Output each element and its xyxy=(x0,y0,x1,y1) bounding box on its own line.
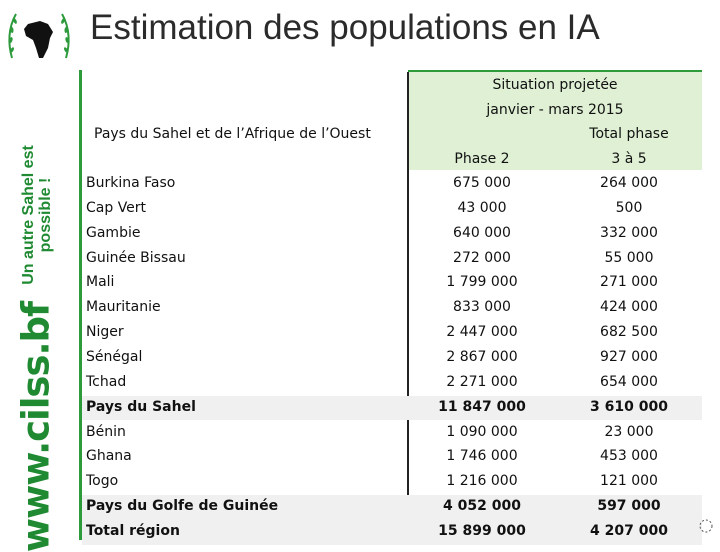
country-name: Gambie xyxy=(86,224,141,241)
website-url: www.cilss.bf xyxy=(14,301,58,552)
phase2-value: 1 746 000 xyxy=(446,448,518,465)
slogan-line2: possible ! xyxy=(37,177,54,253)
phase35-value: 654 000 xyxy=(600,373,658,390)
table-row xyxy=(82,271,702,296)
table-row xyxy=(82,470,702,495)
country-column-header: Pays du Sahel et de l’Afrique de l’Ouest xyxy=(94,126,371,142)
total-phase-header-line2: 3 à 5 xyxy=(611,151,647,167)
table-row xyxy=(82,346,702,371)
total-phase-header-line1: Total phase xyxy=(589,126,669,142)
slogan-line1: Un autre Sahel est xyxy=(20,145,37,285)
phase35-value: 55 000 xyxy=(604,249,654,266)
country-name: Total région xyxy=(86,522,180,539)
table-row xyxy=(82,445,702,470)
phase2-value: 2 867 000 xyxy=(446,348,518,365)
country-name: Cap Vert xyxy=(86,199,147,216)
country-name: Burkina Faso xyxy=(86,175,176,191)
situation-period: janvier - mars 2015 xyxy=(486,102,624,118)
header-top-line xyxy=(408,70,702,72)
phase2-value: 15 899 000 xyxy=(438,522,526,539)
phase35-value: 23 000 xyxy=(604,423,654,440)
country-name: Pays du Sahel xyxy=(86,398,196,415)
table-row xyxy=(82,247,702,272)
country-name: Mali xyxy=(86,274,115,291)
country-name: Sénégal xyxy=(86,348,143,365)
country-name: Togo xyxy=(86,473,119,490)
phase35-value: 3 610 000 xyxy=(590,398,668,415)
cilss-logo xyxy=(6,4,72,66)
phase35-value: 500 xyxy=(615,199,643,216)
phase35-value: 121 000 xyxy=(600,473,658,490)
table-row xyxy=(82,321,702,346)
phase35-value: 927 000 xyxy=(600,348,658,365)
phase2-value: 1 216 000 xyxy=(446,473,518,490)
phase2-value: 1 090 000 xyxy=(446,423,518,440)
country-name: Tchad xyxy=(86,373,127,390)
page-title: Estimation des populations en IA xyxy=(90,8,600,47)
phase35-value: 424 000 xyxy=(600,299,658,316)
phase2-value: 640 000 xyxy=(453,224,511,241)
country-name: Bénin xyxy=(86,423,126,440)
table-row xyxy=(82,520,702,545)
country-name: Mauritanie xyxy=(86,299,161,316)
phase35-value: 453 000 xyxy=(600,448,658,465)
corner-decoration-icon xyxy=(698,518,714,534)
table-row xyxy=(82,172,702,197)
phase2-header: Phase 2 xyxy=(454,151,510,167)
phase35-value: 332 000 xyxy=(600,224,658,241)
table-row xyxy=(82,197,702,222)
phase2-value: 1 799 000 xyxy=(446,274,518,291)
phase2-value: 675 000 xyxy=(453,175,511,191)
phase35-value: 271 000 xyxy=(600,274,658,291)
table-row xyxy=(82,371,702,396)
phase2-value: 11 847 000 xyxy=(438,398,526,415)
sidebar xyxy=(0,0,76,552)
phase2-value: 2 447 000 xyxy=(446,324,518,341)
country-name: Guinée Bissau xyxy=(86,249,186,266)
phase35-value: 682 500 xyxy=(600,324,658,341)
country-name: Ghana xyxy=(86,448,132,465)
population-table xyxy=(82,72,702,540)
phase2-value: 833 000 xyxy=(453,299,511,316)
table-row xyxy=(82,222,702,247)
country-name: Pays du Golfe de Guinée xyxy=(86,498,279,515)
country-name: Niger xyxy=(86,324,124,341)
phase35-value: 264 000 xyxy=(600,175,658,191)
table-row xyxy=(82,396,702,421)
table-row xyxy=(82,421,702,446)
situation-title: Situation projetée xyxy=(492,77,618,93)
phase2-value: 2 271 000 xyxy=(446,373,518,390)
slogan-text xyxy=(20,145,54,285)
phase2-value: 43 000 xyxy=(457,199,507,216)
table-row xyxy=(82,296,702,321)
phase2-value: 4 052 000 xyxy=(443,498,521,515)
phase2-value: 272 000 xyxy=(453,249,511,266)
phase35-value: 597 000 xyxy=(597,498,661,515)
table-row xyxy=(82,495,702,520)
phase35-value: 4 207 000 xyxy=(590,522,668,539)
